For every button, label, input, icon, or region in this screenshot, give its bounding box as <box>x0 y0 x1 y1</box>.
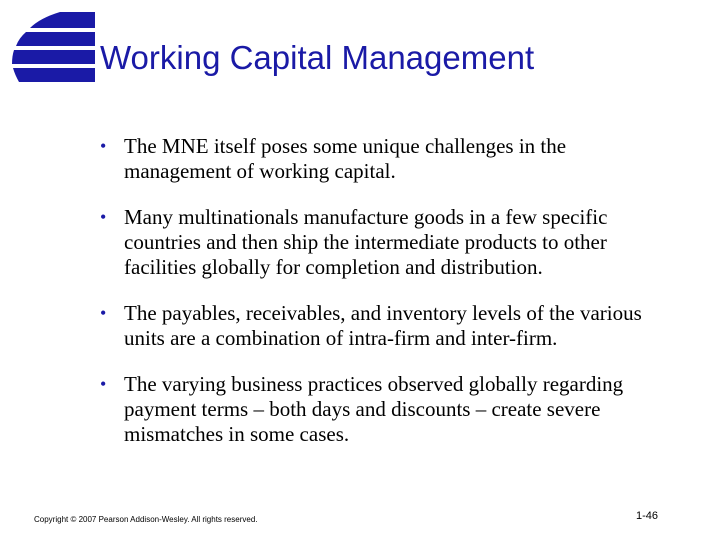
bullet-text: The varying business practices observed globally regarding payment terms – both days and discounts – create severe mismatches in some cases. <box>124 372 624 446</box>
bullet-dot-icon: • <box>100 303 107 323</box>
bullet-dot-icon: • <box>100 374 107 394</box>
bullet-text: Many multinationals manufacture goods in a few specific countries and then ship the intermediate products to other facilities globally for completion and distribution. <box>124 205 608 279</box>
bullet-text: The MNE itself poses some unique challenges in the management of working capital. <box>124 134 567 183</box>
bullet-text: The payables, receivables, and inventory levels of the various units are a combination of intra-firm and inter-firm. <box>124 301 642 350</box>
copyright-text: Copyright © 2007 Pearson Addison-Wesley. All rights reserved. <box>34 515 258 524</box>
page-number: 1-46 <box>636 510 659 522</box>
bullet-item <box>96 205 676 280</box>
bullet-list <box>96 134 676 468</box>
slide-title: Working Capital Management <box>100 39 535 76</box>
bullet-dot-icon: • <box>100 207 107 227</box>
bullet-item <box>96 301 676 351</box>
bullet-item <box>96 372 676 447</box>
logo-icon <box>0 10 95 90</box>
bullet-dot-icon: • <box>100 136 107 156</box>
bullet-item <box>96 134 676 184</box>
